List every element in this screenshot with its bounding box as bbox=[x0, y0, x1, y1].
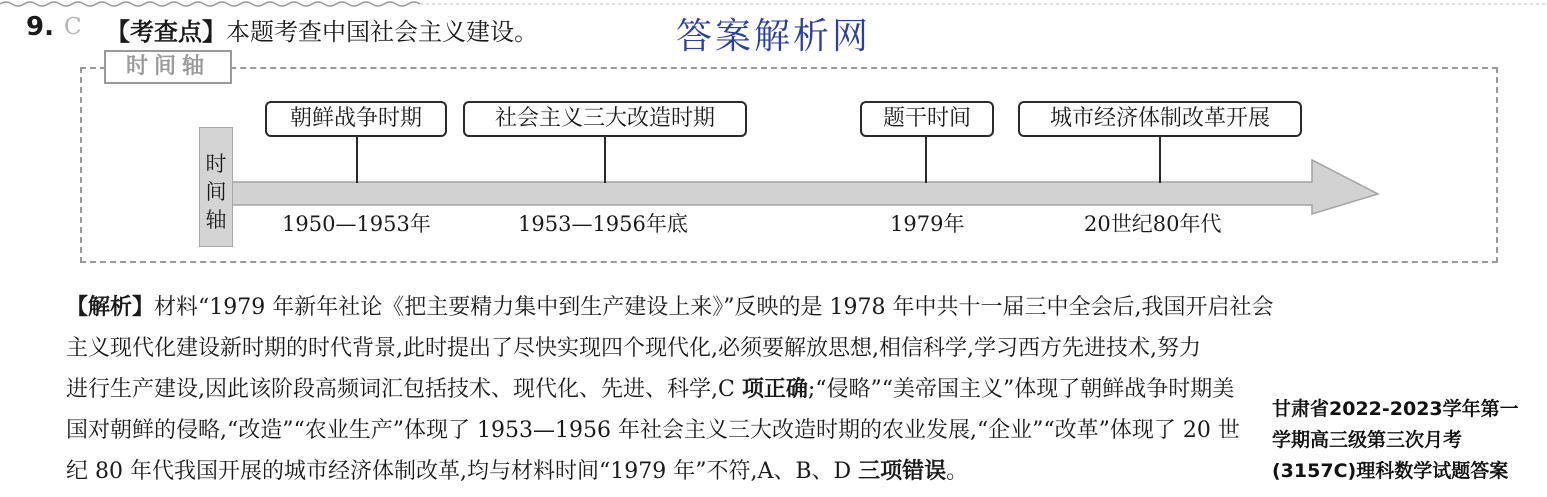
analysis-line-4: 国对朝鲜的侵略,“改造”“农业生产”体现了 1953—1956 年社会主义三大改造时期的农业发展,“企业”“改革”体现了 20 世 bbox=[66, 418, 1240, 443]
analysis-text-5a: 纪 80 年代我国开展的城市经济体制改革,均与材料时间“1979 年”不符,A、B、D bbox=[66, 459, 859, 484]
key-point-text: 本题考查中国社会主义建设。 bbox=[226, 18, 538, 46]
event-date-3: 1979年 bbox=[890, 212, 965, 236]
watermark-text: 答案解析网 bbox=[676, 16, 872, 57]
event-date-1: 1950—1953年 bbox=[282, 212, 431, 236]
analysis-line-2: 主义现代化建设新时期的时代背景,此时提出了尽快实现四个现代化,必须要解放思想,相信科学,学习西方先进技术,努力 bbox=[66, 336, 1201, 361]
analysis-emphasis-correct: 项正确 bbox=[741, 377, 808, 402]
key-point-label: 【考查点】 bbox=[106, 18, 226, 46]
event-box-socialist-transformation: 社会主义三大改造时期 bbox=[463, 101, 747, 137]
question-number: 9. bbox=[26, 12, 54, 42]
overlay-caption: 甘肃省2022-2023学年第一学期高三级第三次月考(3157C)理科数学试题答案 bbox=[1272, 398, 1519, 482]
axis-label-text: 时间轴 bbox=[205, 152, 227, 232]
timeline-tab-label: 时间轴 bbox=[104, 50, 232, 84]
analysis-text-5b: 。 bbox=[946, 459, 969, 484]
event-box-question-time: 题干时间 bbox=[860, 101, 994, 137]
event-date-2: 1953—1956年底 bbox=[518, 212, 688, 236]
analysis-text-1: 材料“1979 年新年社论《把主要精力集中到生产建设上来》”反映的是 1978 年中共十一届三中全会后,我国开启社会 bbox=[154, 295, 1274, 320]
event-box-korean-war: 朝鲜战争时期 bbox=[265, 101, 447, 137]
analysis-text-3a: 进行生产建设,因此该阶段高频词汇包括技术、现代化、先进、科学,C bbox=[66, 377, 742, 402]
analysis-text-3b: ;“侵略”“美帝国主义”体现了朝鲜战争时期美 bbox=[807, 377, 1235, 402]
analysis-label: 【解析】 bbox=[66, 295, 155, 320]
analysis-line-1 bbox=[66, 289, 1526, 327]
event-box-urban-reform: 城市经济体制改革开展 bbox=[1018, 101, 1302, 137]
event-date-4: 20世纪80年代 bbox=[1084, 212, 1222, 236]
analysis-emphasis-wrong: 三项错误 bbox=[858, 459, 947, 484]
timeline-axis-label bbox=[199, 127, 233, 247]
question-answer: C bbox=[64, 14, 82, 40]
